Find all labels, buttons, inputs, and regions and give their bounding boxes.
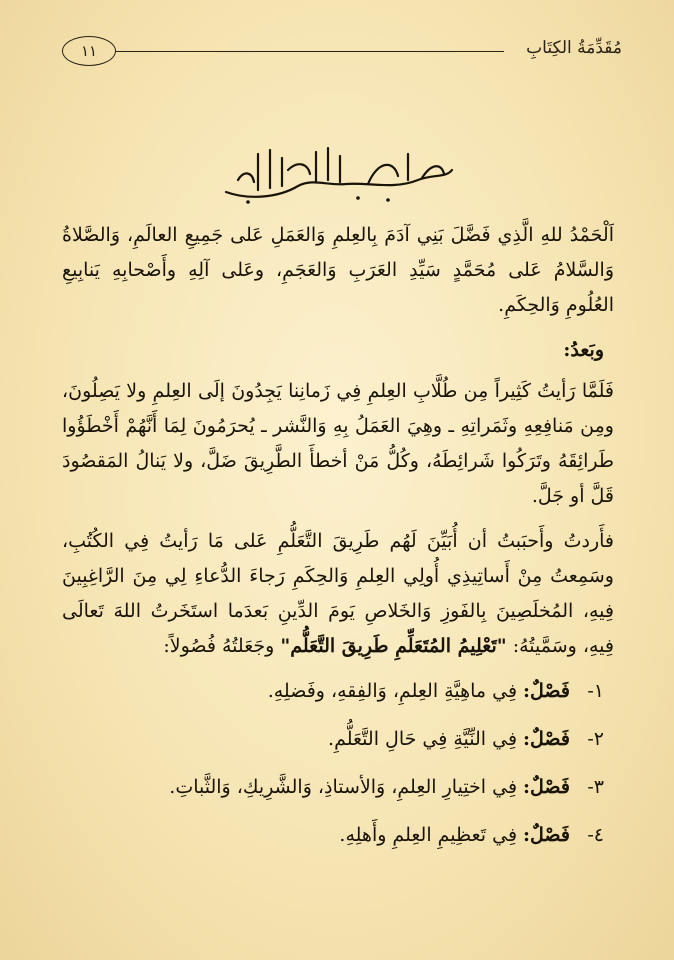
purpose-paragraph <box>62 524 614 664</box>
item-number: ١- <box>587 680 604 702</box>
item-keyword: فَصْلٌ: <box>523 680 570 702</box>
basmala-calligraphy <box>218 140 458 210</box>
list-item <box>62 674 614 709</box>
item-text: فِي ماهِيَّةِ العِلمِ، وَالفِقهِ، وفَضلِهِ. <box>267 680 518 702</box>
list-item <box>62 770 614 805</box>
item-keyword: فَصْلٌ: <box>523 728 570 750</box>
book-title: "تَعْلِيمُ المُتَعَلِّمِ طَرِيقَ التَّعَلُّم" <box>280 635 507 657</box>
item-number: ٢- <box>587 728 604 750</box>
item-text: فِي اختِيارِ العِلمِ، وَالأستاذِ، وَالشَّرِيكِ، وَالثَّباتِ. <box>169 776 518 798</box>
item-keyword: فَصْلٌ: <box>523 824 570 846</box>
item-number: ٤- <box>587 824 604 846</box>
chapters-list <box>62 674 614 853</box>
wa-bad-label: وبَعدُ: <box>563 339 604 361</box>
page-number: ١١ <box>62 36 116 66</box>
purpose-ending: وجَعَلتُهُ فُصُولاً: <box>163 635 275 657</box>
item-text: فِي النِّيَّةِ فِي حَالِ التَّعَلُّمِ. <box>328 728 518 750</box>
item-keyword: فَصْلٌ: <box>523 776 570 798</box>
running-title: مُقَدِّمَةُ الكِتَابِ <box>526 38 622 58</box>
main-text <box>62 218 614 866</box>
page-header <box>62 32 622 72</box>
list-item <box>62 818 614 853</box>
purpose-text: فأَردتُ وأَحبَبتُ أن أُبَيِّنَ لَهُم طَرِيقَ التَّعَلُّمِ عَلى مَا رَأيتُ فِي الكُتُبِ، وسَمِعتُ مِنْ أَساتِيذِي أُولِي العِلمِ وَالحِكَمِ رَجاءَ الدُّعاءِ لِي مِنَ الرَّاغِبِينَ فِيهِ، المُخلَصِينَ بِالفَوزِ وَالخَلاصِ يَومَ الدِّينِ بَعدَما استَخَرتُ اللهَ تَعالَى فِيهِ، وسَمَّيتُهُ: <box>62 530 614 657</box>
header-rule <box>116 51 504 52</box>
reason-paragraph: فَلَمَّا رَأيتُ كَثِيراً مِن طُلَّابِ العِلمِ فِي زَمانِنا يَجِدُونَ إلَى العِلمِ ولا يَصِلُونَ، ومِن مَنافِعِهِ وثَمَراتِهِ ـ وهِيَ العَمَلُ بِهِ وَالنَّشر ـ يُحرَمُونَ لِمَا أَنَّهُمْ أَخْطَؤُوا طَرائِقَهُ وتَرَكُوا شَرائِطَهُ، وكُلُّ مَنْ أخطأَ الطَّرِيقَ ضَلَّ، ولا يَنالُ المَقصُودَ قَلَّ أو جَلَّ. <box>62 380 614 507</box>
item-number: ٣- <box>587 776 604 798</box>
item-text: فِي تَعظِيمِ العِلمِ وأَهلِهِ. <box>339 824 518 846</box>
list-item <box>62 722 614 757</box>
opening-paragraph: اَلْحَمْدُ للهِ الَّذِي فَضَّلَ بَنِي آدَمَ بِالعِلمِ وَالعَمَلِ عَلى جَمِيعِ العالَمِ، وَالصَّلاةُ وَالسَّلامُ عَلى مُحَمَّدٍ سَيِّدِ العَرَبِ وَالعَجَمِ، وعَلى آلِهِ وأَصْحابِهِ يَنابِيعِ العُلُومِ وَالحِكَمِ. <box>62 224 614 316</box>
